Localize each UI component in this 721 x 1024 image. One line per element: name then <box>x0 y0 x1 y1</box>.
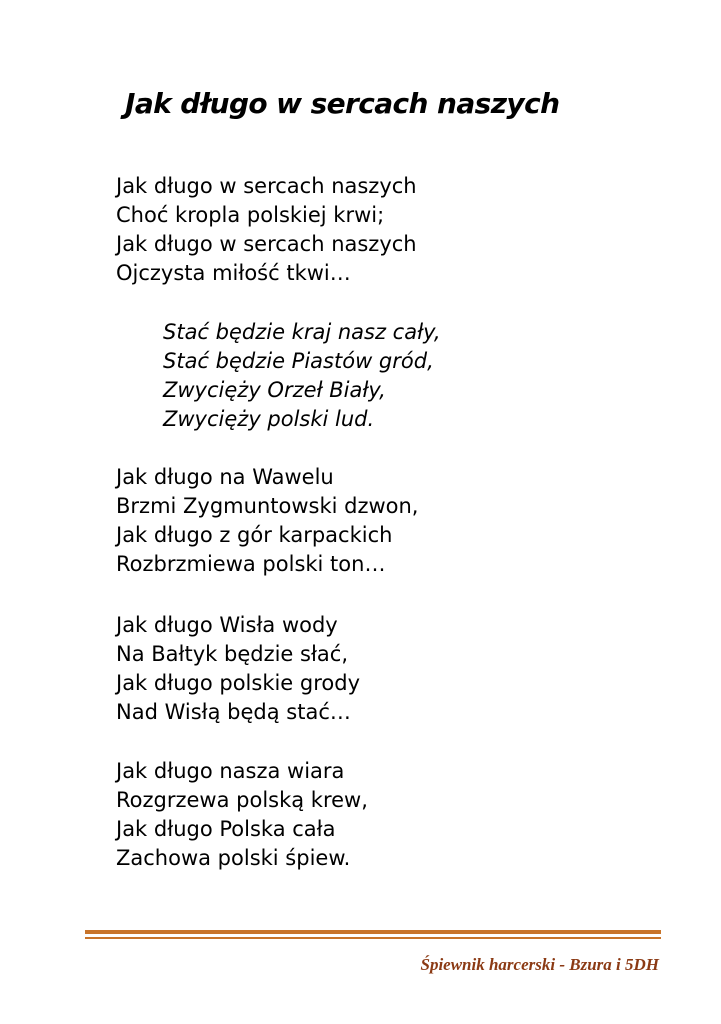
song-title: Jak długo w sercach naszych <box>125 87 560 120</box>
chorus-line: Stać będzie kraj nasz cały, <box>163 320 441 344</box>
verse-line: Jak długo polskie grody <box>116 671 361 695</box>
verse-1 <box>116 172 417 288</box>
verse-line: Jak długo w sercach naszych <box>116 174 417 198</box>
verse-line: Zachowa polski śpiew. <box>116 846 351 870</box>
verse-line: Rozgrzewa polską krew, <box>116 788 368 812</box>
verse-line: Jak długo na Wawelu <box>116 465 334 489</box>
verse-line: Jak długo w sercach naszych <box>116 232 417 256</box>
verse-line: Na Bałtyk będzie słać, <box>116 642 349 666</box>
verse-line: Jak długo Wisła wody <box>116 613 338 637</box>
verse-line: Jak długo Polska cała <box>116 817 336 841</box>
verse-line: Choć kropla polskiej krwi; <box>116 203 385 227</box>
verse-line: Jak długo z gór karpackich <box>116 523 393 547</box>
footer-songbook-title: Śpiewnik harcerski - Bzura i 5DH <box>420 955 659 974</box>
verse-line: Rozbrzmiewa polski ton… <box>116 552 386 576</box>
verse-4 <box>116 757 368 873</box>
verse-2 <box>116 463 418 579</box>
verse-line: Brzmi Zygmuntowski dzwon, <box>116 494 419 518</box>
footer-divider-thin <box>85 937 661 939</box>
verse-3 <box>116 611 360 727</box>
verse-line: Ojczysta miłość tkwi… <box>116 261 351 285</box>
chorus <box>163 318 441 434</box>
footer-divider-thick <box>85 930 661 934</box>
chorus-line: Zwycięży polski lud. <box>163 407 375 431</box>
chorus-line: Stać będzie Piastów gród, <box>163 349 434 373</box>
verse-line: Jak długo nasza wiara <box>116 759 345 783</box>
verse-line: Nad Wisłą będą stać… <box>116 700 351 724</box>
chorus-line: Zwycięży Orzeł Biały, <box>163 378 386 402</box>
